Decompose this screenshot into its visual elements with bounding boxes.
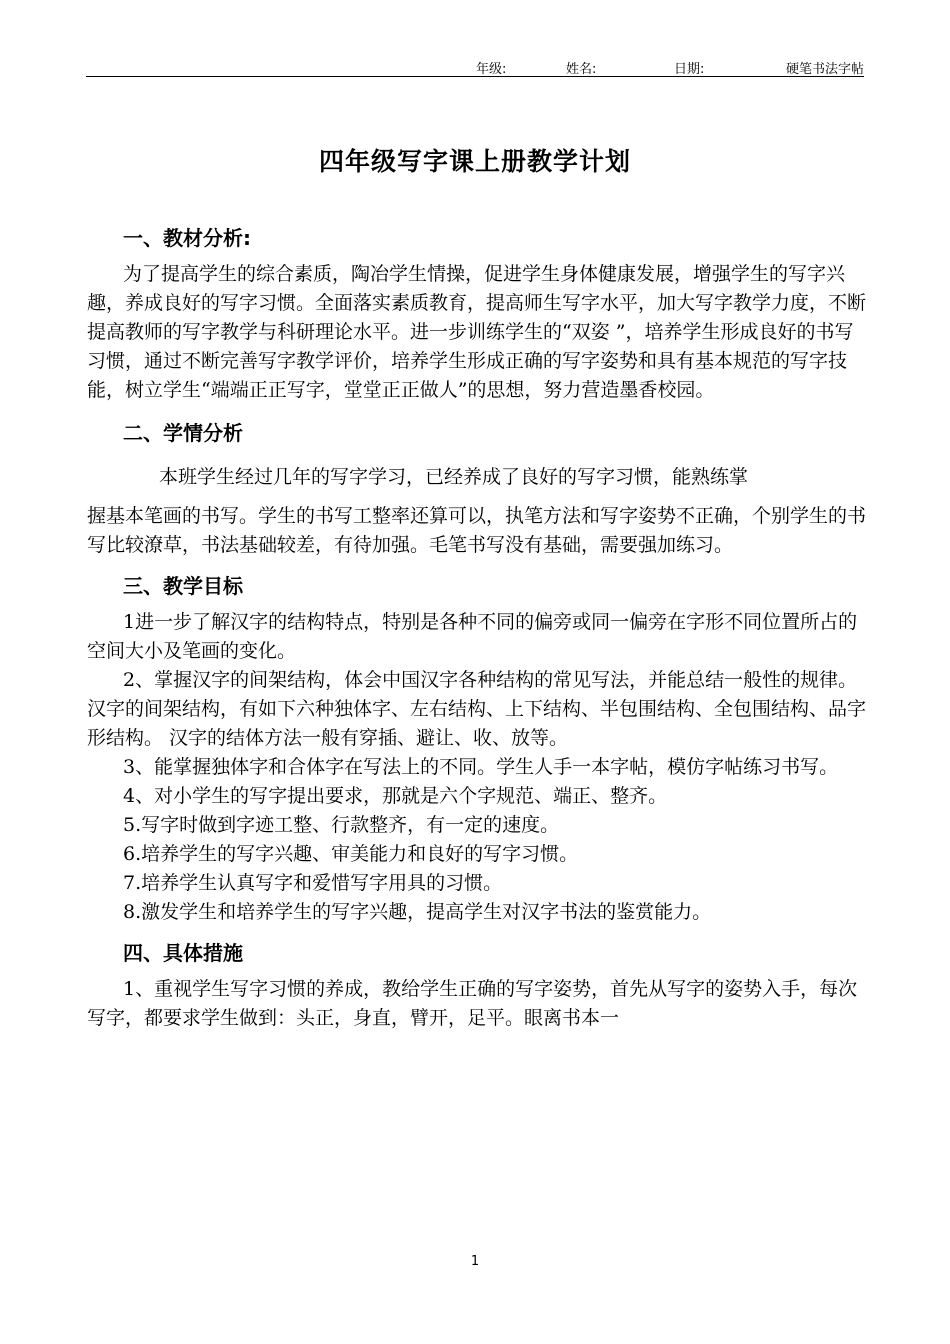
goal-item: 2、掌握汉字的间架结构，体会中国汉字各种结构的常见写法，并能总结一般性的规律。 汉字的间架结构，有如下六种独体字、左右结构、上下结构、半包围结构、全包围结构、品字形结构。 汉字的结体方法一般有穿插、避让、收、放等。 (87, 669, 867, 749)
doc-type-label: 硬笔书法字帖 (785, 62, 864, 77)
section-heading-measures: 四、具体措施 (123, 941, 243, 965)
goal-item: 6.培养学生的写字兴趣、审美能力和良好的写字习惯。 (123, 843, 579, 865)
date-label: 日期: (674, 62, 705, 77)
goal-item: 8.激发学生和培养学生的写字兴趣，提高学生对汉字书法的鉴赏能力。 (123, 901, 712, 923)
paragraph: 握基本笔画的书写。学生的书写工整率还算可以，执笔方法和写字姿势不正确，个别学生的书写比较潦草，书法基础较差，有待加强。毛笔书写没有基础，需要强加练习。 (87, 505, 867, 556)
paragraph: 1、重视学生写字习惯的养成，教给学生正确的写字姿势，首先从写字的姿势入手，每次写字，都要求学生做到：头正，身直，臂开，足平。眼离书本一 (87, 978, 858, 1029)
page-number: 1 (470, 1254, 480, 1269)
document-body (87, 220, 867, 1033)
header-divider (86, 76, 864, 77)
document-title: 四年级写字课上册教学计划 (318, 147, 631, 176)
section-heading-material-analysis: 一、教材分析: (123, 226, 251, 250)
goal-item: 4、对小学生的写字提出要求，那就是六个字规范、端正、整齐。 (123, 785, 668, 807)
name-label: 姓名: (566, 62, 597, 77)
page-header (86, 58, 864, 76)
section-heading-teaching-goals: 三、教学目标 (123, 574, 243, 598)
paragraph: 为了提高学生的综合素质，陶冶学生情操，促进学生身体健康发展，增强学生的写字兴趣，养成良好的写字习惯。全面落实素质教育，提高师生写字水平，加大写字教学力度，不断提高教师的写字教学与科研理论水平。进一步训练学生的“双姿 ”，培养学生形成良好的书写习惯，通过不断完善写字教学评价，培养学生形成正确的写字姿势和具有基本规范的写字技能，树立学生“端端正正写字，堂堂正正做人”的思想，努力营造墨香校园。 (87, 263, 867, 401)
goal-item: 3、能掌握独体字和合体字在写法上的不同。学生人手一本字帖，模仿字帖练习书写。 (123, 756, 839, 778)
goal-item: 5.写字时做到字迹工整、行款整齐，有一定的速度。 (123, 814, 560, 836)
goal-item: 1进一步了解汉字的结构特点，特别是各种不同的偏旁或同一偏旁在字形不同位置所占的空间大小及笔画的变化。 (87, 611, 858, 662)
paragraph: 本班学生经过几年的写字学习，已经养成了良好的写字习惯，能熟练掌 (159, 466, 749, 488)
grade-label: 年级: (476, 62, 507, 77)
goal-item: 7.培养学生认真写字和爱惜写字用具的习惯。 (123, 872, 503, 894)
section-heading-student-analysis: 二、学情分析 (123, 421, 243, 445)
